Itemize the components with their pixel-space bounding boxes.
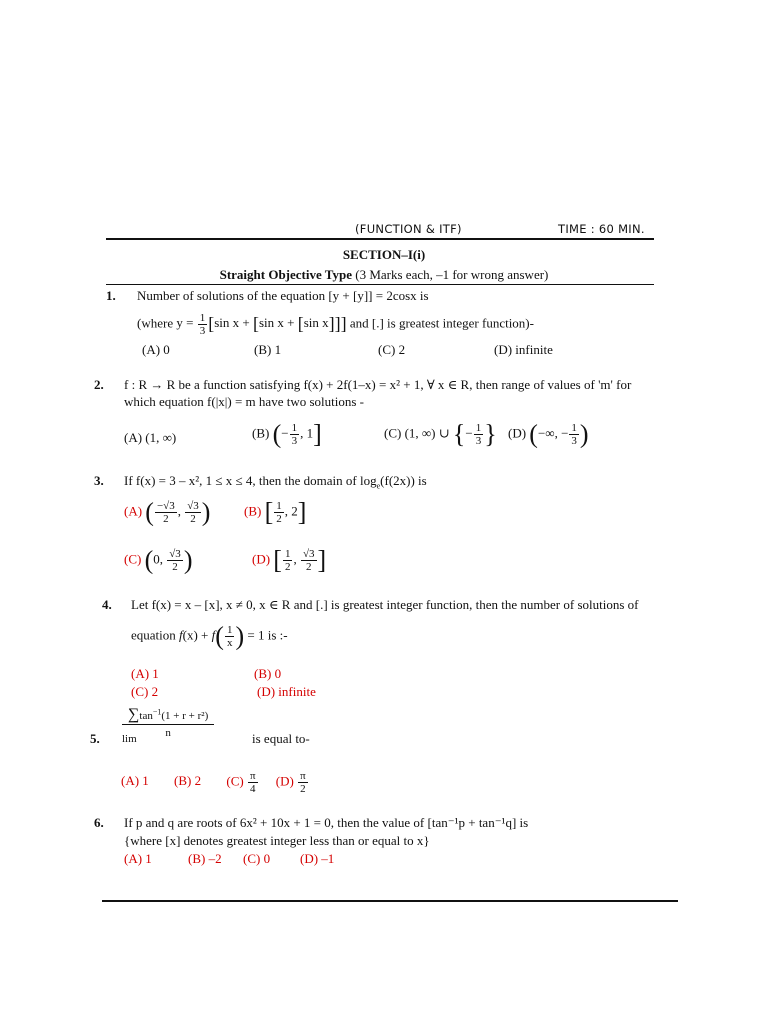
q4-option-d[interactable]: (D) infinite	[257, 684, 316, 699]
q1-option-d[interactable]: (D) infinite	[494, 342, 553, 357]
q1-number: 1.	[106, 288, 116, 303]
q4-line1: Let f(x) = x – [x], x ≠ 0, x ∈ R and [.] is greatest integer function, then the number of solutions of	[131, 597, 639, 612]
q6-line1: If p and q are roots of 6x² + 10x + 1 = 0, then the value of [tan⁻¹p + tan⁻¹q] is	[124, 815, 529, 830]
q5-number: 5.	[90, 731, 100, 746]
q5-options	[121, 770, 309, 795]
q5-post: is equal to-	[252, 731, 310, 746]
time-label: TIME : 60 MIN.	[558, 222, 645, 236]
q6-option-c[interactable]: (C) 0	[243, 851, 271, 866]
q4-option-b[interactable]: (B) 0	[254, 666, 282, 681]
q1-where-pre: (where	[137, 315, 174, 331]
q5-expression: $\frac{\sum\tan^{-1}(1 + r + r^2)}{n}$	[122, 706, 214, 739]
q3-option-c-label: (C)	[124, 551, 142, 567]
q2-line2: which equation f(|x|) = m have two solutions -	[124, 394, 364, 409]
q5-option-a[interactable]: (A) 1	[121, 773, 149, 789]
q2-line1: f : R → R be a function satisfying f(x) + 2f(1–x) = x² + 1, ∀ x ∈ R, then range of values of 'm' for	[124, 377, 632, 392]
q3-text	[124, 473, 427, 491]
q3-text-sub: e	[376, 481, 381, 491]
q4-number: 4.	[102, 597, 112, 612]
q6-option-d[interactable]: (D) –1	[300, 851, 335, 866]
q3-option-b-label: (B)	[244, 503, 262, 519]
q2-option-d-label: (D)	[508, 425, 527, 441]
q3-option-c[interactable]: (C) (0, $\frac{√3}{2}$ )	[124, 545, 193, 575]
q1-where-post: and [.] is greatest integer function)-	[349, 315, 534, 331]
q1-text: Number of solutions of the equation [y + [y]] = 2cosx is	[137, 288, 429, 303]
q2-option-c-label: (C) (1, ∞) ∪	[384, 425, 450, 441]
q1-y-definition: y = $\frac{1}{3}$ [sin x + [sin x + [sin x]]]	[176, 312, 347, 337]
footer-rule	[102, 900, 678, 902]
q3-option-a[interactable]: (A) ( $\frac{-√3}{2}$ , $\frac{√3}{2}$ )	[124, 497, 211, 527]
q1-option-c[interactable]: (C) 2	[378, 342, 406, 357]
section-title: SECTION–I(i)	[342, 247, 426, 262]
q4-option-a[interactable]: (A) 1	[131, 666, 159, 681]
q5-option-c[interactable]: (C) $\frac{\pi}{4}$	[226, 770, 256, 795]
q2-number: 2.	[94, 377, 104, 392]
q1-option-b[interactable]: (B) 1	[254, 342, 282, 357]
q4-equation: equation f(x) + f( $\frac{1}{x}$ ) = 1 is :-	[131, 621, 288, 651]
q6-option-a[interactable]: (A) 1	[124, 851, 152, 866]
q4-eq-post: is :-	[267, 627, 288, 643]
section-subtitle-bold: Straight Objective Type	[219, 267, 352, 282]
section-rule	[106, 284, 654, 285]
q4-eq-pre: equation	[131, 627, 176, 643]
q3-option-d[interactable]: (D) [ $\frac{1}{2}$ , $\frac{√3}{2}$ ]	[252, 545, 327, 575]
q2-option-d[interactable]: (D) (−∞, − $\frac{1}{3}$ )	[508, 419, 589, 449]
q3-option-b[interactable]: (B) [ $\frac{1}{2}$ , 2]	[244, 497, 307, 527]
section-subtitle	[0, 267, 768, 283]
q2-option-b-label: (B)	[252, 425, 270, 441]
q6-option-b[interactable]: (B) –2	[188, 851, 222, 866]
section-subtitle-rest: (3 Marks each, –1 for wrong answer)	[352, 267, 549, 282]
q5-option-c-label: (C)	[226, 773, 244, 789]
q4-option-c[interactable]: (C) 2	[131, 684, 159, 699]
q5-option-d-label: (D)	[275, 773, 294, 789]
q6-line2: {where [x] denotes greatest integer less than or equal to x}	[124, 833, 430, 848]
q1-option-a[interactable]: (A) 0	[142, 342, 170, 357]
q2-option-c[interactable]: (C) (1, ∞) ∪ {− $\frac{1}{3}$ }	[384, 419, 497, 449]
q1-where	[137, 312, 534, 337]
q5-option-b[interactable]: (B) 2	[174, 773, 202, 789]
q3-number: 3.	[94, 473, 104, 488]
q3-option-a-label: (A)	[124, 503, 143, 519]
q6-number: 6.	[94, 815, 104, 830]
topic-heading: (FUNCTION & ITF)	[355, 222, 462, 236]
q3-text-main: If f(x) = 3 – x², 1 ≤ x ≤ 4, then the domain of log	[124, 473, 377, 488]
q2-option-b[interactable]: (B) (− $\frac{1}{3}$ , 1]	[252, 419, 322, 449]
q3-text-end: (f(2x)) is	[380, 473, 427, 488]
q2-option-a[interactable]: (A) (1, ∞)	[124, 430, 177, 445]
q3-option-d-label: (D)	[252, 551, 271, 567]
q5-option-d[interactable]: (D) $\frac{\pi}{2}$	[275, 770, 306, 795]
header-rule	[106, 238, 654, 240]
q5-lim: lim	[122, 733, 137, 745]
